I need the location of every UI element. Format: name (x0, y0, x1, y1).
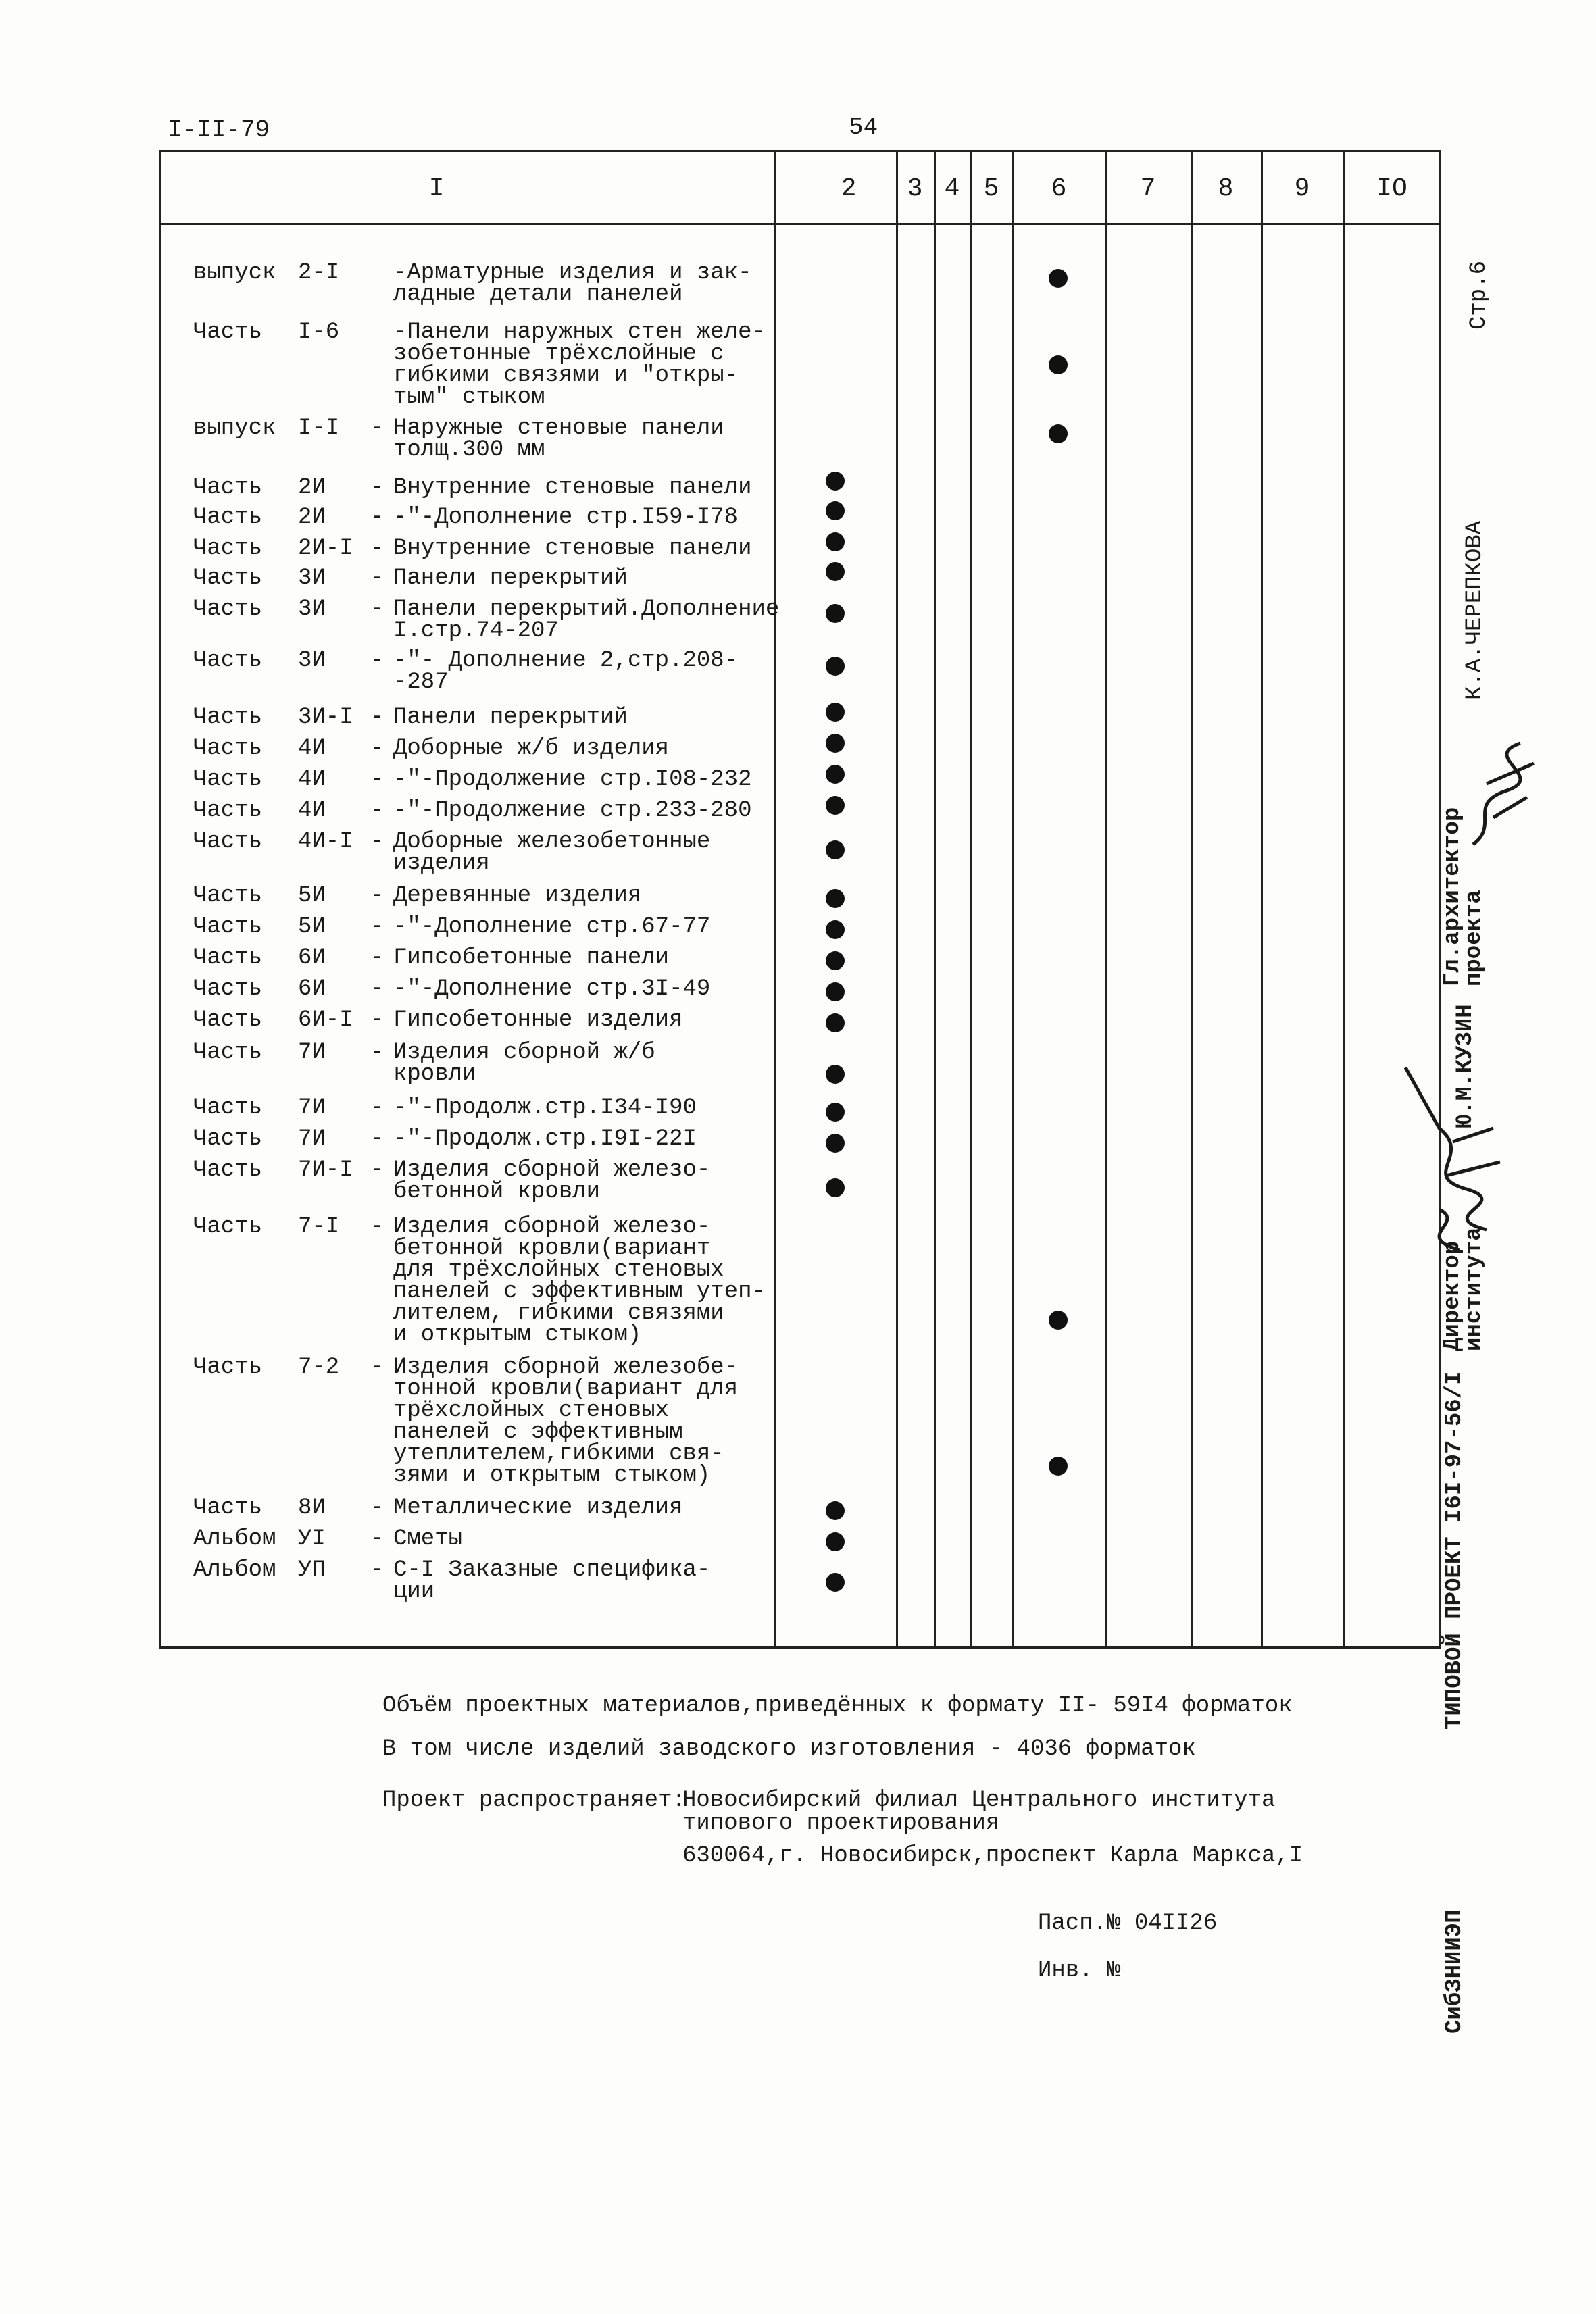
row-title: -Панели наружных стен желе- зобетонные трёхслойные с гибкими связями и "откры- тым" стыком (393, 320, 766, 410)
row-num: 7-I (298, 1214, 340, 1240)
row-title: -"-Продолжение стр.I08-232 (393, 767, 752, 793)
row-num: 4И (298, 736, 326, 761)
row-dash: - (370, 1095, 384, 1121)
row-num: 6И (298, 976, 326, 1002)
row-title: Гипсобетонные панели (393, 945, 670, 971)
row-dash: - (370, 505, 384, 530)
row-dash: - (370, 1040, 384, 1065)
column-header: IO (1376, 174, 1407, 203)
applicability-dot (826, 734, 845, 753)
applicability-dot (826, 657, 845, 676)
column-divider (1012, 150, 1014, 1649)
row-title: -"-Продолж.стр.I9I-22I (393, 1126, 697, 1152)
row-kind: Часть (193, 1495, 263, 1521)
row-dash: - (370, 1526, 384, 1552)
row-num: I-6 (298, 320, 340, 345)
column-header: 9 (1294, 174, 1310, 203)
row-kind: Часть (193, 945, 263, 971)
chief-architect-label: Гл.архитектор проекта (1440, 807, 1487, 986)
row-kind: Часть (193, 1095, 263, 1121)
project-number: ТИПОВОЙ ПРОЕКТ I6I-97-56/I (1442, 1371, 1468, 1730)
applicability-dot (826, 920, 845, 939)
row-num: 5И (298, 914, 326, 940)
row-dash: - (370, 829, 384, 855)
row-kind: выпуск (193, 260, 276, 286)
applicability-dot (1049, 1457, 1068, 1476)
applicability-dot (1049, 269, 1068, 288)
applicability-dot (1049, 355, 1068, 374)
row-num: 6И-I (298, 1007, 353, 1033)
row-title: Изделия сборной железо- бетонной кровли (393, 1157, 711, 1205)
column-divider (970, 150, 972, 1649)
applicability-dot (826, 562, 845, 581)
column-divider (1105, 150, 1107, 1649)
applicability-dot (826, 532, 845, 551)
row-dash: - (370, 914, 384, 940)
row-num: 8И (298, 1495, 326, 1521)
document-code: I-II-79 (168, 116, 270, 144)
column-header: 4 (944, 174, 960, 203)
inventory-number: Инв. № (1038, 1958, 1121, 1984)
row-kind: Часть (193, 648, 263, 674)
row-title: -Арматурные изделия и зак- ладные детали панелей (393, 260, 752, 307)
row-dash: - (370, 1007, 384, 1033)
row-kind: Часть (193, 767, 263, 793)
row-kind: Часть (193, 829, 263, 855)
volume-note: Объём проектных материалов,приведённых к формату II- 59I4 форматок (382, 1693, 1293, 1719)
row-dash: - (370, 736, 384, 761)
row-dash: - (370, 1157, 384, 1183)
row-num: 7И (298, 1095, 326, 1121)
row-dash: - (370, 705, 384, 730)
row-dash: - (370, 1126, 384, 1152)
row-num: I-I (298, 416, 340, 441)
applicability-dot (826, 796, 845, 815)
applicability-dot (826, 982, 845, 1001)
row-num: 7И-I (298, 1157, 353, 1183)
row-title: -"-Продолж.стр.I34-I90 (393, 1095, 697, 1121)
row-num: 2-I (298, 260, 340, 286)
row-title: Панели перекрытий.Дополнение I.стр.74-207 (393, 597, 780, 644)
distributor-label: Проект распространяет: (382, 1788, 686, 1813)
row-dash: - (370, 976, 384, 1002)
director-label: Директор института (1440, 1227, 1487, 1351)
distributor-address: 630064,г. Новосибирск,проспект Карла Маркса,I (682, 1843, 1303, 1869)
row-title: Внутренние стеновые панели (393, 536, 752, 561)
applicability-dot (826, 1103, 845, 1122)
row-kind: Часть (193, 1126, 263, 1152)
row-dash: - (370, 767, 384, 793)
page-reference: Стр.6 (1466, 260, 1492, 330)
row-title: Панели перекрытий (393, 565, 628, 591)
row-kind: Часть (193, 320, 263, 345)
row-num: УП (298, 1557, 326, 1583)
row-num: 4И (298, 767, 326, 793)
applicability-dot (826, 472, 845, 491)
applicability-dot (826, 501, 845, 520)
page-number: 54 (849, 114, 878, 141)
row-title: Панели перекрытий (393, 705, 628, 730)
applicability-dot (826, 1573, 845, 1592)
applicability-dot (826, 840, 845, 859)
column-divider (1191, 150, 1193, 1649)
column-header: 5 (983, 174, 999, 203)
applicability-dot (826, 1065, 845, 1084)
row-kind: Альбом (193, 1526, 276, 1552)
table-header-divider (159, 223, 1441, 225)
column-header: 6 (1051, 174, 1067, 203)
row-dash: - (370, 648, 384, 674)
row-num: 2И (298, 475, 326, 501)
row-kind: Часть (193, 1355, 263, 1380)
column-divider (1261, 150, 1263, 1649)
row-title: Доборные ж/б изделия (393, 736, 670, 761)
applicability-dot (826, 1178, 845, 1197)
row-num: 3И-I (298, 705, 353, 730)
row-num: 6И (298, 945, 326, 971)
row-dash: - (370, 883, 384, 909)
row-kind: Часть (193, 1007, 263, 1033)
applicability-dot (826, 1013, 845, 1032)
applicability-dot (826, 703, 845, 722)
row-kind: Часть (193, 565, 263, 591)
row-num: УI (298, 1526, 326, 1552)
column-header: 2 (841, 174, 857, 203)
applicability-dot (826, 1532, 845, 1551)
row-dash: - (370, 475, 384, 501)
row-num: 3И (298, 648, 326, 674)
row-kind: Часть (193, 475, 263, 501)
row-dash: - (370, 798, 384, 824)
row-title: Металлические изделия (393, 1495, 683, 1521)
row-title: -"-Дополнение стр.I59-I78 (393, 505, 739, 530)
row-kind: Часть (193, 883, 263, 909)
column-header: I (428, 174, 445, 203)
organization-stamp: СибЗНИИЭП (1442, 1909, 1468, 2034)
row-kind: Часть (193, 705, 263, 730)
row-kind: Часть (193, 536, 263, 561)
row-title: -"-Дополнение стр.67-77 (393, 914, 711, 940)
row-title: Наружные стеновые панели толщ.300 мм (393, 416, 724, 463)
row-title: Внутренние стеновые панели (393, 475, 752, 501)
row-num: 2И (298, 505, 326, 530)
row-dash: - (370, 1495, 384, 1521)
row-title: Изделия сборной железо- бетонной кровли(вариант для трёхслойных стеновых панелей с эффективным утеп- лителем, гибкими связями и открытым стыком) (393, 1214, 766, 1348)
row-title: -"- Дополнение 2,стр.208- -287 (393, 648, 739, 695)
applicability-dot (826, 1501, 845, 1520)
row-num: 4И (298, 798, 326, 824)
chief-architect-name: К.А.ЧЕРЕПКОВА (1462, 520, 1488, 700)
passport-number: Пасп.№ 04II26 (1038, 1911, 1218, 1936)
column-divider (1343, 150, 1345, 1649)
applicability-dot (826, 1134, 845, 1153)
row-title: Изделия сборной железобе- тонной кровли(вариант для трёхслойных стеновых панелей с эффективным утеплителем,гибкими свя- зями и открытым стыком) (393, 1355, 739, 1488)
row-dash: - (370, 1214, 384, 1240)
director-name: Ю.М.КУЗИН (1453, 1004, 1478, 1128)
row-kind: Часть (193, 914, 263, 940)
row-kind: Часть (193, 1040, 263, 1065)
applicability-dot (1049, 424, 1068, 443)
column-header: 8 (1218, 174, 1234, 203)
column-header: 7 (1140, 174, 1156, 203)
row-kind: Часть (193, 976, 263, 1002)
row-num: 3И (298, 565, 326, 591)
applicability-dot (826, 889, 845, 908)
row-num: 3И (298, 597, 326, 622)
row-kind: Альбом (193, 1557, 276, 1583)
chief-architect-signature (1453, 716, 1547, 851)
row-title: Доборные железобетонные изделия (393, 829, 711, 876)
row-dash: - (370, 1557, 384, 1583)
applicability-dot (826, 604, 845, 623)
row-title: -"-Продолжение стр.233-280 (393, 798, 752, 824)
applicability-dot (826, 951, 845, 970)
row-dash: - (370, 536, 384, 561)
row-num: 7-2 (298, 1355, 340, 1380)
row-dash: - (370, 597, 384, 622)
row-num: 7И (298, 1040, 326, 1065)
factory-items-note: В том числе изделий заводского изготовления - 4036 форматок (382, 1736, 1196, 1762)
row-title: Гипсобетонные изделия (393, 1007, 683, 1033)
row-dash: - (370, 565, 384, 591)
row-kind: Часть (193, 736, 263, 761)
column-header: 3 (907, 174, 923, 203)
row-title: Изделия сборной ж/б кровли (393, 1040, 655, 1087)
row-title: -"-Дополнение стр.3I-49 (393, 976, 711, 1002)
director-signature (1392, 1054, 1507, 1257)
row-kind: Часть (193, 505, 263, 530)
row-kind: выпуск (193, 416, 276, 441)
row-num: 4И-I (298, 829, 353, 855)
row-num: 7И (298, 1126, 326, 1152)
applicability-dot (826, 765, 845, 784)
applicability-dot (1049, 1311, 1068, 1330)
row-kind: Часть (193, 1157, 263, 1183)
row-kind: Часть (193, 798, 263, 824)
row-kind: Часть (193, 1214, 263, 1240)
row-dash: - (370, 945, 384, 971)
row-dash: - (370, 416, 384, 441)
row-kind: Часть (193, 597, 263, 622)
row-title: С-I Заказные специфика- ции (393, 1557, 711, 1605)
row-num: 2И-I (298, 536, 353, 561)
row-dash: - (370, 1355, 384, 1380)
row-num: 5И (298, 883, 326, 909)
row-title: Сметы (393, 1526, 463, 1552)
distributor-name: Новосибирский филиал Центрального института типового проектирования (682, 1788, 1276, 1836)
row-title: Деревянные изделия (393, 883, 642, 909)
